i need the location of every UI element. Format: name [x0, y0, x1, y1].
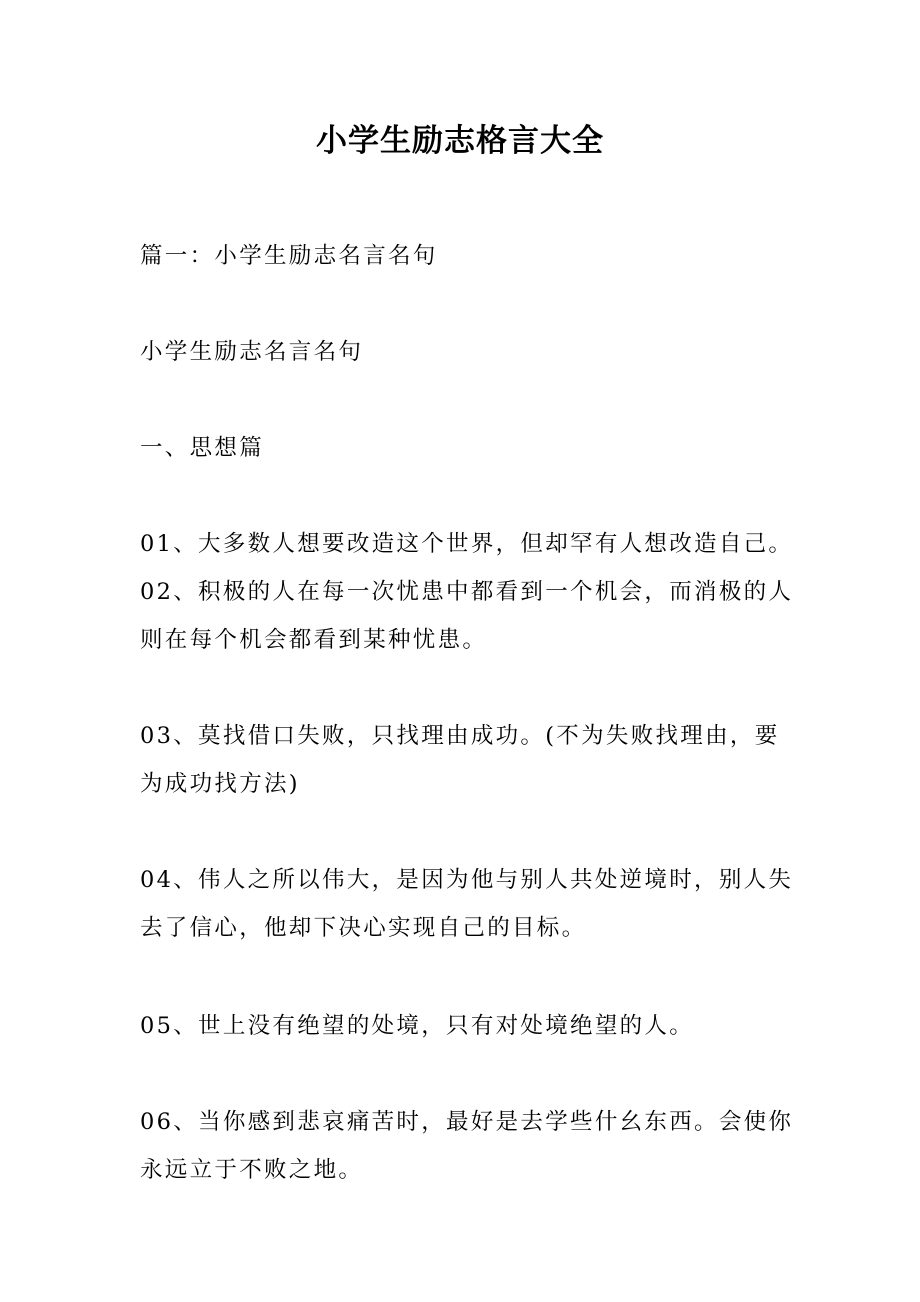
- quote-line: 06、当你感到悲哀痛苦时，最好是去学些什幺东西。会使你: [140, 1109, 794, 1135]
- quote-line: 02、积极的人在每一次忧患中都看到一个机会，而消极的人: [140, 579, 794, 605]
- part-heading: 一、思想篇: [140, 435, 265, 461]
- quote-line: 01、大多数人想要改造这个世界，但却罕有人想改造自己。: [140, 531, 794, 557]
- section-heading: 篇一：小学生励志名言名句: [140, 243, 438, 269]
- document-title: 小学生励志格言大全: [316, 123, 604, 159]
- quote-line: 永远立于不败之地。: [140, 1157, 364, 1183]
- quote-line: 去了信心，他却下决心实现自己的目标。: [140, 915, 587, 941]
- quote-line: 则在每个机会都看到某种忧患。: [140, 627, 488, 653]
- quote-line: 04、伟人之所以伟大，是因为他与别人共处逆境时，别人失: [140, 867, 794, 893]
- subtitle: 小学生励志名言名句: [140, 339, 364, 365]
- quote-line: 05、世上没有绝望的处境，只有对处境绝望的人。: [140, 1013, 695, 1039]
- quote-line: 为成功找方法): [140, 771, 300, 797]
- quote-line: 03、莫找借口失败，只找理由成功。(不为失败找理由，要: [140, 723, 780, 749]
